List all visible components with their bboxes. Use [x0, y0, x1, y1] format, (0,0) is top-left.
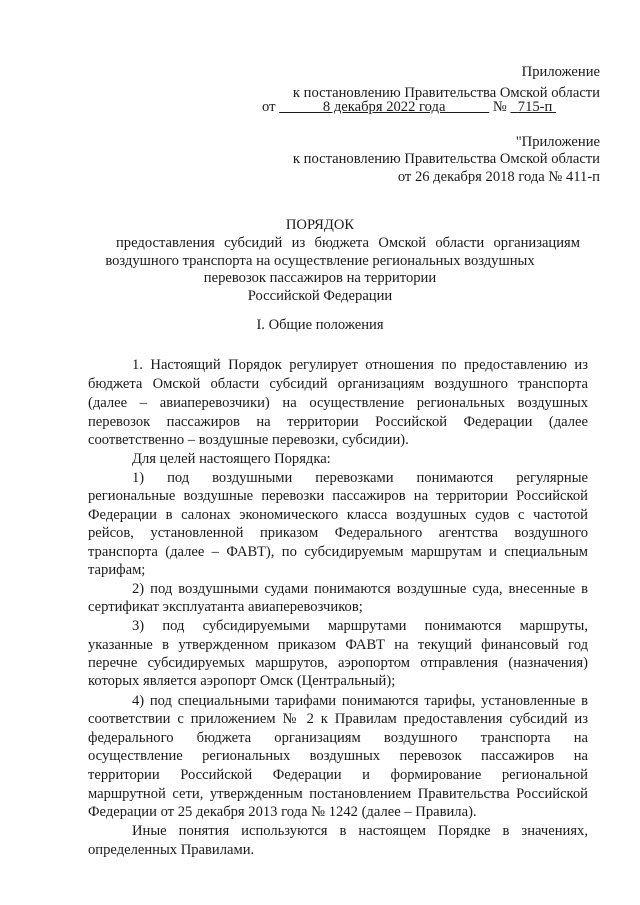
body-text-line: Федерации в салонах экономического класса воздушных судов с частотой — [88, 507, 588, 523]
document-title: ПОРЯДОК — [285, 217, 355, 233]
body-text-line: рейсов, установленной приказом Федерального агентства воздушного — [88, 525, 588, 541]
appendix-reference: к постановлению Правительства Омской области — [292, 85, 600, 101]
body-text-line: бюджета Омской области субсидий организациям воздушного транспорта — [88, 376, 588, 392]
previous-appendix-reference: к постановлению Правительства Омской области — [292, 151, 600, 167]
body-text-line: 1) под воздушными перевозками понимаются регулярные — [132, 470, 588, 486]
appendix-date-line — [262, 98, 556, 118]
body-text-line: региональные воздушные перевозки пассажиров на территории Российской — [88, 488, 588, 504]
body-text-line: 3) под субсидируемыми маршрутами понимаются маршруты, — [132, 618, 588, 634]
body-text-line: которых является аэропорт Омск (Центральный); — [88, 673, 396, 689]
body-text-line: соответственно – воздушные перевозки, субсидии). — [88, 432, 409, 448]
body-text-line: перевозок пассажиров на территории Российской Федерации (далее — [88, 414, 588, 430]
body-text-line: транспорта (далее – ФАВТ), по субсидируемым маршрутам и специальным — [88, 544, 588, 560]
document-subtitle-line: воздушного транспорта на осуществление региональных воздушных — [105, 253, 535, 269]
appendix-label: Приложение — [521, 64, 600, 80]
body-text-line: перечне субсидируемых маршрутов, аэропортом отправления (назначения) — [88, 655, 588, 671]
document-subtitle-line: предоставления субсидий из бюджета Омской области организациям — [116, 235, 580, 251]
body-text-line: Иные понятия используются в настоящем Порядке в значениях, — [132, 823, 588, 839]
body-text-line: тарифам; — [88, 562, 146, 578]
body-text-line: 4) под специальными тарифами понимаются тарифы, установленные в — [132, 693, 588, 709]
number-sign: № — [492, 99, 507, 115]
body-text-line: территории Российской Федерации и формирование региональной — [88, 767, 588, 783]
previous-appendix-label: "Приложение — [515, 134, 600, 150]
number-value: 715-п — [517, 99, 553, 115]
body-text-line: определенных Правилами. — [88, 842, 255, 858]
date-prefix: от — [262, 99, 276, 115]
section-heading: I. Общие положения — [256, 317, 384, 333]
body-text-line: соответствии с приложением № 2 к Правилам предоставления субсидий из — [88, 711, 588, 727]
previous-appendix-date: от 26 декабря 2018 года № 411-п — [397, 169, 600, 185]
body-text-line: 2) под воздушными судами понимаются воздушные суда, внесенные в — [132, 581, 588, 597]
body-text-line: Федерации от 25 декабря 2013 года № 1242 (далее – Правила). — [88, 804, 477, 820]
body-text-line: федерального бюджета организациям воздушного транспорта на — [88, 730, 588, 746]
document-subtitle-line: Российской Федерации — [247, 288, 393, 304]
body-text-line: (далее – авиаперевозчики) на осуществление региональных воздушных — [88, 395, 588, 411]
body-text-line: 1. Настоящий Порядок регулирует отношения по предоставлению из — [132, 357, 588, 373]
body-text-line: сертификат эксплуатанта авиаперевозчиков; — [88, 599, 363, 615]
body-text-line: осуществление региональных воздушных перевозок пассажиров на — [88, 748, 588, 764]
body-text-line: маршрутной сети, утвержденным постановлением Правительства Российской — [88, 786, 588, 802]
date-value: 8 декабря 2022 года — [322, 99, 446, 115]
body-text-line: указанные в утвержденном приказом ФАВТ на текущий финансовый год — [88, 637, 588, 653]
document-subtitle-line: перевозок пассажиров на территории — [203, 270, 437, 286]
body-text-line: Для целей настоящего Порядка: — [132, 451, 331, 467]
